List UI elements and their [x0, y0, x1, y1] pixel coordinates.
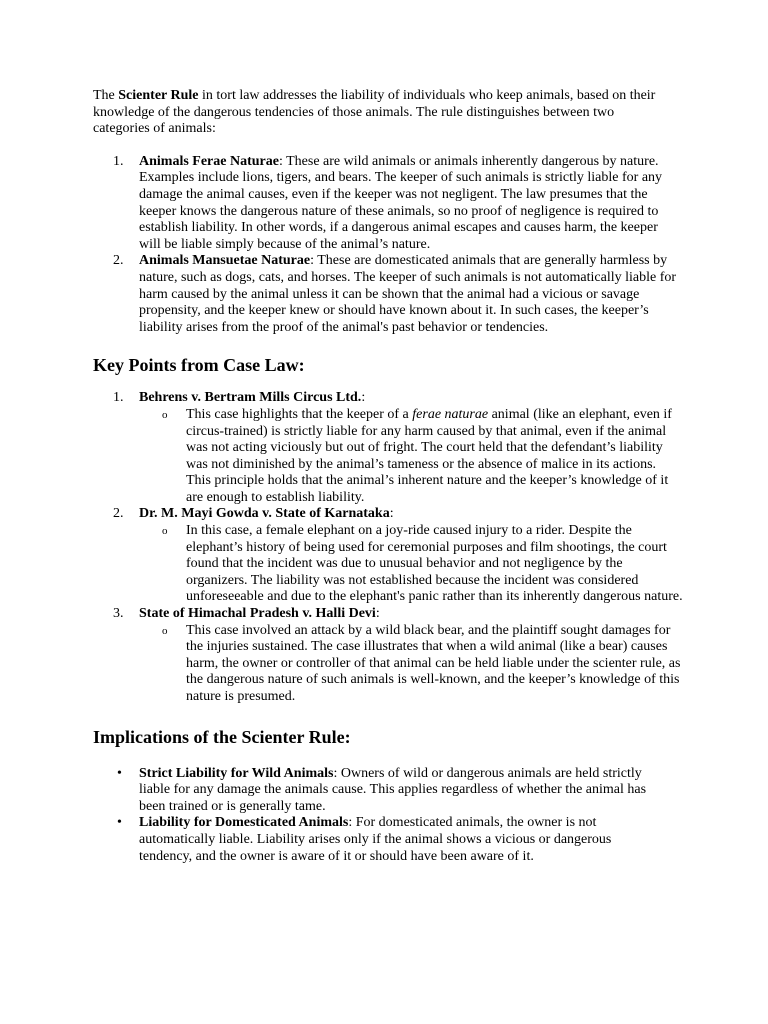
- list-item: [93, 766, 661, 816]
- sub-bullet-marker: o: [162, 525, 168, 538]
- case-law-list: [93, 390, 683, 705]
- intro-pre: The: [93, 88, 119, 103]
- intro-paragraph: [93, 88, 671, 138]
- implication-text: : For domesticated animals, the owner is not automatically liable. Liability arises only if the animal shows a vicious or dangerous tendency, and the owner is aware of it or should have been aware of it.: [139, 815, 612, 864]
- category-text: : These are wild animals or animals inherently dangerous by nature. Examples include lions, tigers, and bears. The keeper of such animals is strictly liable for any damage the animal causes, even if the keeper was not negligent. The law presumes that the keeper knows the dangerous nature of these animals, so no proof of negligence is required to establish liability. In other words, if a dangerous animal escapes and causes harm, the keeper will be liable simply because of the animal’s nature.: [139, 153, 663, 252]
- implication-title: Liability for Domesticated Animals: [139, 815, 349, 831]
- case-point-italic: ferae naturae: [412, 406, 489, 422]
- category-title: Animals Mansuetae Naturae: [139, 253, 311, 269]
- case-title: Behrens v. Bertram Mills Circus Ltd.: [139, 390, 362, 406]
- list-number: 2.: [113, 506, 124, 522]
- case-law-heading: Key Points from Case Law:: [93, 355, 305, 376]
- list-item: [93, 815, 661, 865]
- implications-list: [93, 766, 683, 866]
- case-point: [93, 623, 683, 706]
- implication-title: Strict Liability for Wild Animals: [139, 765, 334, 781]
- implications-heading: Implications of the Scienter Rule:: [93, 726, 351, 747]
- list-item: [93, 154, 683, 254]
- list-item: [93, 606, 683, 706]
- implication-text: : Owners of wild or dangerous animals are held strictly liable for any damage the animals cause. This applies regardless of whether the animal has been trained or is generally tame.: [139, 765, 647, 814]
- case-point: [93, 523, 683, 606]
- case-colon: :: [361, 390, 366, 406]
- intro-post: in tort law addresses the liability of individuals who keep animals, based on their knowledge of the dangerous tendencies of those animals. The rule distinguishes between two categories of animals:: [93, 88, 656, 137]
- list-number: 1.: [113, 153, 124, 169]
- sub-bullet-marker: o: [162, 624, 168, 637]
- case-point-pre: This case involved an attack by a wild black bear, and the plaintiff sought damages for the injuries sustained. The case illustrates that when a wild animal (like a bear) causes harm, the owner or controller of that animal can be held liable under the scienter rule, as the dangerous nature of such animals is well-known, and the keeper’s knowledge of this nature is presumed.: [186, 622, 681, 704]
- case-point: [93, 407, 683, 507]
- case-colon: :: [375, 606, 380, 622]
- list-number: 2.: [113, 253, 124, 269]
- list-item: [93, 506, 683, 606]
- category-text: : These are domesticated animals that are generally harmless by nature, such as dogs, cats, and horses. The keeper of such animals is not automatically liable for harm caused by the animal unless it can be shown that the animal had a vicious or savage propensity, and the keeper knew or should have known about it. In such cases, the keeper’s liability arises from the proof of the animal's past behavior or tendencies.: [139, 253, 677, 335]
- case-point-post: animal (like an elephant, even if circus-trained) is strictly liable for any harm caused by that animal, even if the animal was not acting viciously but out of fright. The court held that the defendant’s liability was not diminished by the animal’s tameness or the absence of malice in its actions. This principle holds that the animal’s inherent nature and the keeper’s knowledge of it are enough to establish liability.: [186, 406, 672, 505]
- case-title: Dr. M. Mayi Gowda v. State of Karnataka: [139, 506, 390, 522]
- intro-bold-term: Scienter Rule: [118, 88, 199, 103]
- category-title: Animals Ferae Naturae: [139, 153, 279, 169]
- list-number: 3.: [113, 606, 124, 622]
- case-point-pre: This case highlights that the keeper of a: [186, 406, 413, 422]
- list-number: 1.: [113, 390, 124, 406]
- bullet-marker: •: [117, 765, 122, 781]
- list-item: [93, 390, 683, 506]
- case-colon: :: [389, 506, 394, 522]
- list-item: [93, 253, 683, 336]
- sub-bullet-marker: o: [162, 408, 168, 421]
- case-title: State of Himachal Pradesh v. Halli Devi: [139, 606, 376, 622]
- animal-categories-list: [93, 154, 683, 337]
- bullet-marker: •: [117, 815, 122, 831]
- case-point-pre: In this case, a female elephant on a joy-ride caused injury to a rider. Despite the elephant’s history of being used for ceremonial purposes and film shootings, the court found that the incident was due to unusual behavior and not negligence by the organizers. The liability was not established because the incident was considered unforeseeable and due to the elephant's panic rather than its inherently dangerous nature.: [186, 523, 683, 605]
- document-page: [93, 88, 683, 865]
